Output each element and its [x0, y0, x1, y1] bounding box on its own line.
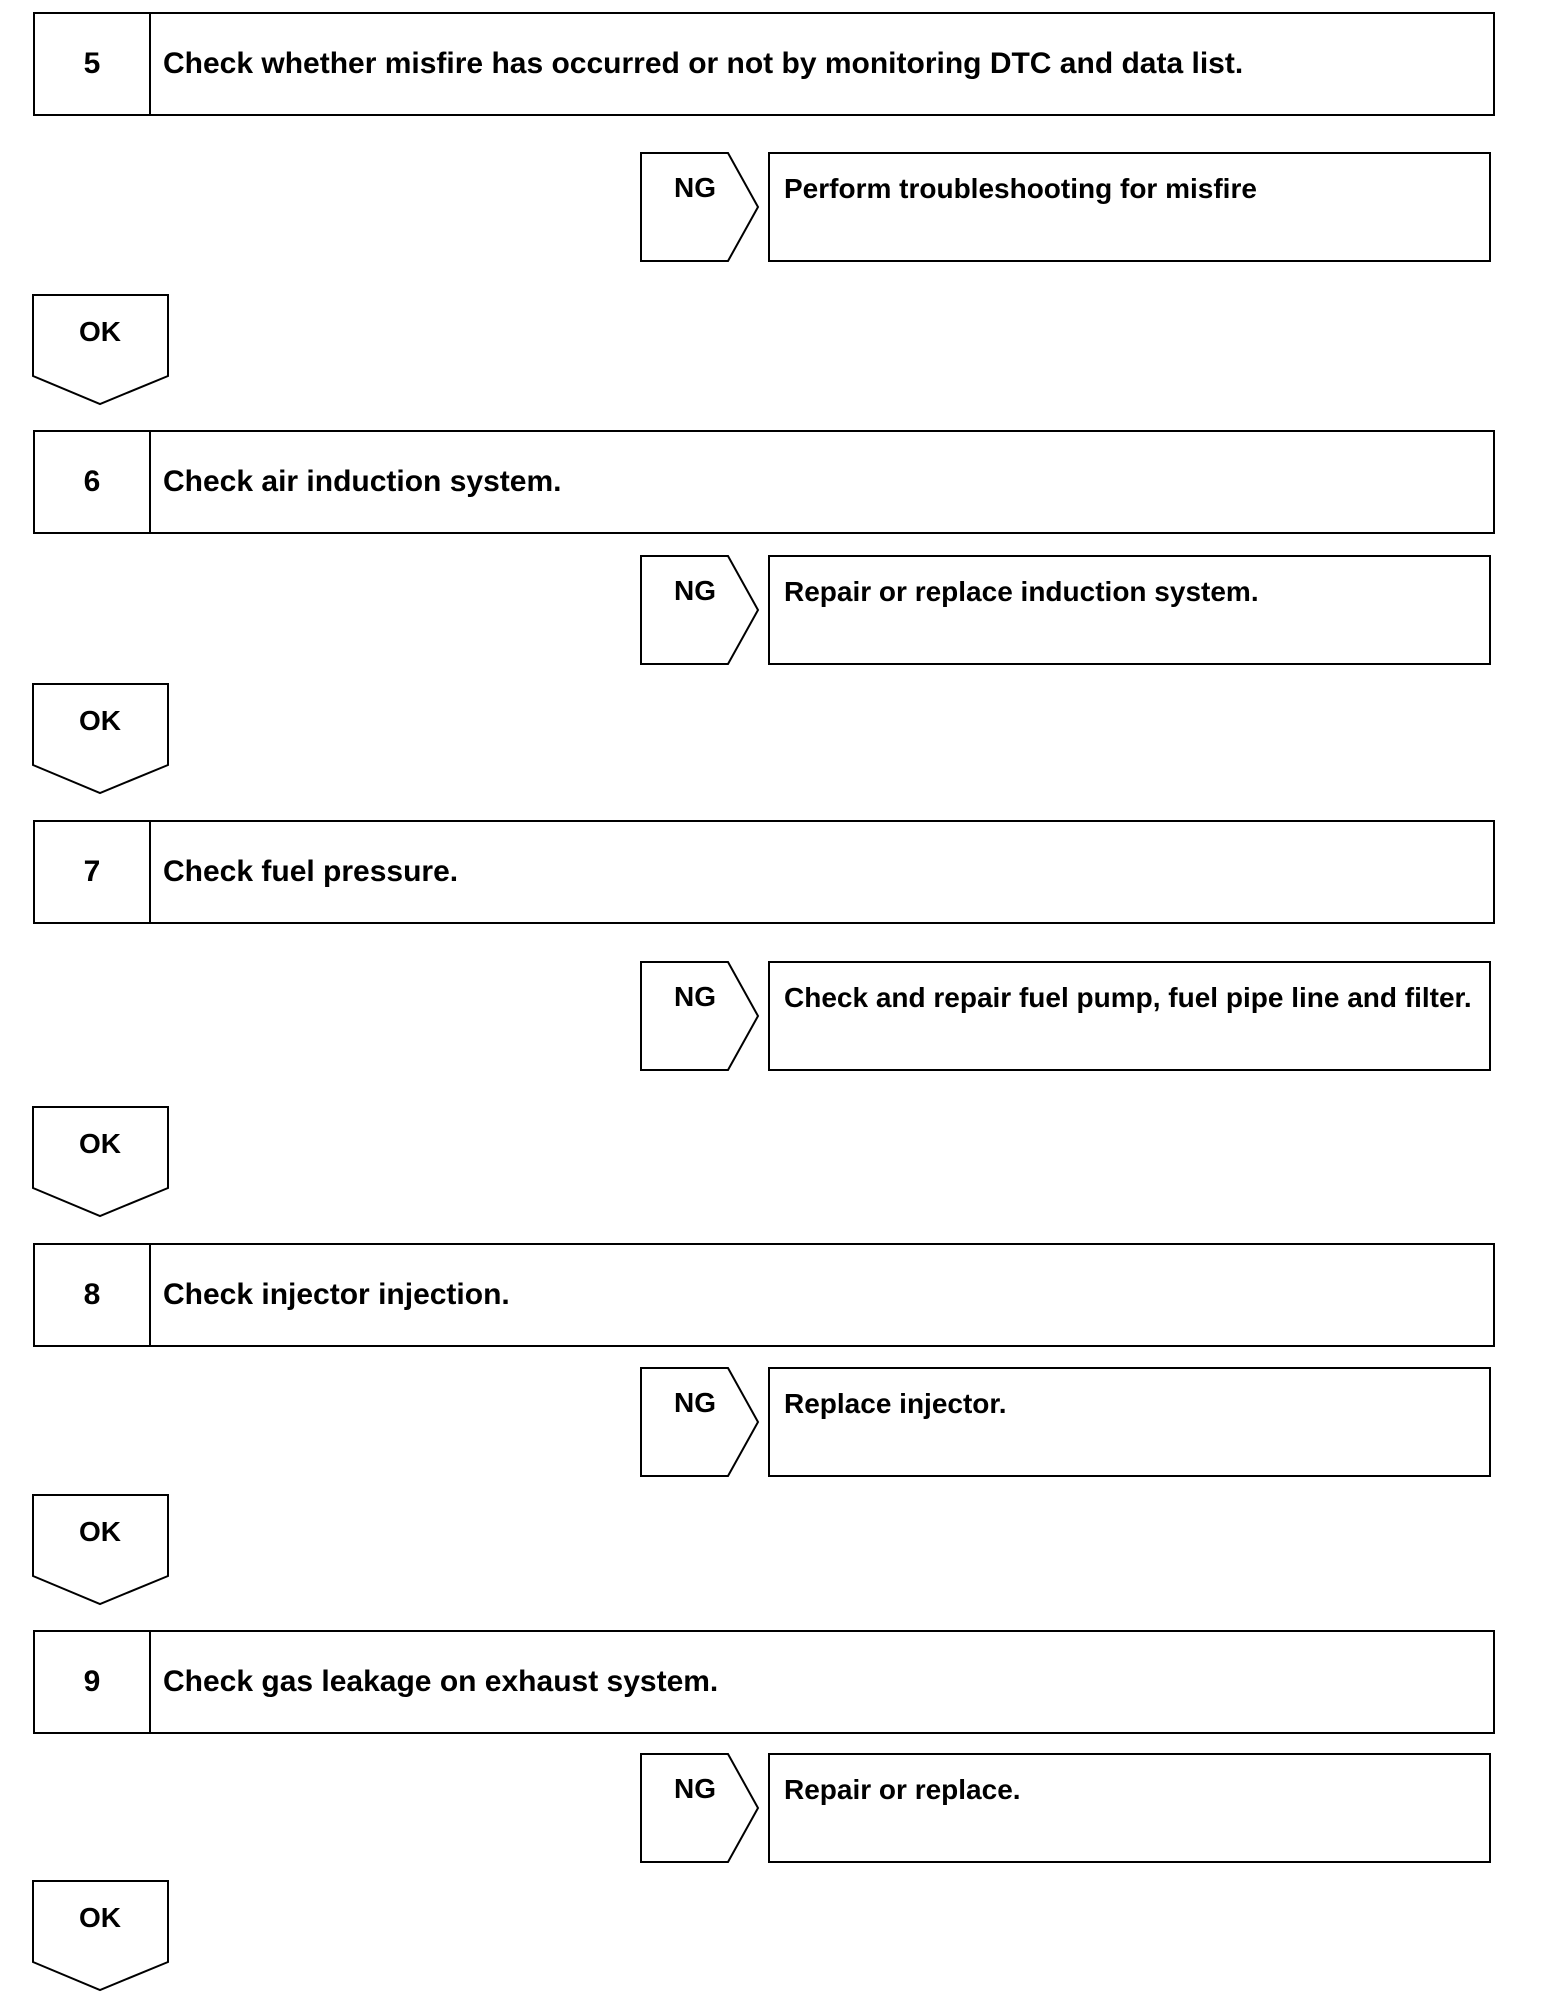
ok-label: OK: [79, 1902, 121, 1933]
step-description: Check injector injection.: [163, 1278, 510, 1311]
ok-label: OK: [79, 1128, 121, 1159]
ok-label: OK: [79, 705, 121, 736]
step-7-box: [33, 820, 1495, 924]
ok-arrow: [32, 1880, 172, 1992]
ng-arrow: [640, 961, 760, 1071]
step-number: 5: [35, 14, 151, 114]
ok-arrow: [32, 1106, 172, 1218]
ng-arrow: [640, 1753, 760, 1863]
ng-result-box: Perform troubleshooting for misfire: [768, 152, 1491, 262]
ng-result-box: Check and repair fuel pump, fuel pipe line and filter.: [768, 961, 1491, 1071]
step-5-box: [33, 12, 1495, 116]
ok-arrow: [32, 683, 172, 795]
step-number: 9: [35, 1632, 151, 1732]
step-number: 6: [35, 432, 151, 532]
ng-arrow: [640, 152, 760, 262]
ng-label: NG: [674, 575, 716, 606]
step-number: 8: [35, 1245, 151, 1345]
step-8-box: [33, 1243, 1495, 1347]
ng-arrow: [640, 555, 760, 665]
ok-label: OK: [79, 316, 121, 347]
ng-result-box: Replace injector.: [768, 1367, 1491, 1477]
ng-label: NG: [674, 1773, 716, 1804]
step-number: 7: [35, 822, 151, 922]
step-description: Check whether misfire has occurred or not by monitoring DTC and data list.: [163, 47, 1244, 80]
ng-result-box: Repair or replace.: [768, 1753, 1491, 1863]
ok-arrow: [32, 1494, 172, 1606]
step-description: Check gas leakage on exhaust system.: [163, 1665, 719, 1698]
ok-arrow: [32, 294, 172, 406]
step-description: Check air induction system.: [163, 465, 562, 498]
ng-label: NG: [674, 172, 716, 203]
step-6-box: [33, 430, 1495, 534]
ng-result-box: Repair or replace induction system.: [768, 555, 1491, 665]
ok-label: OK: [79, 1516, 121, 1547]
ng-label: NG: [674, 981, 716, 1012]
step-9-box: [33, 1630, 1495, 1734]
step-description: Check fuel pressure.: [163, 855, 459, 888]
ng-label: NG: [674, 1387, 716, 1418]
ng-arrow: [640, 1367, 760, 1477]
